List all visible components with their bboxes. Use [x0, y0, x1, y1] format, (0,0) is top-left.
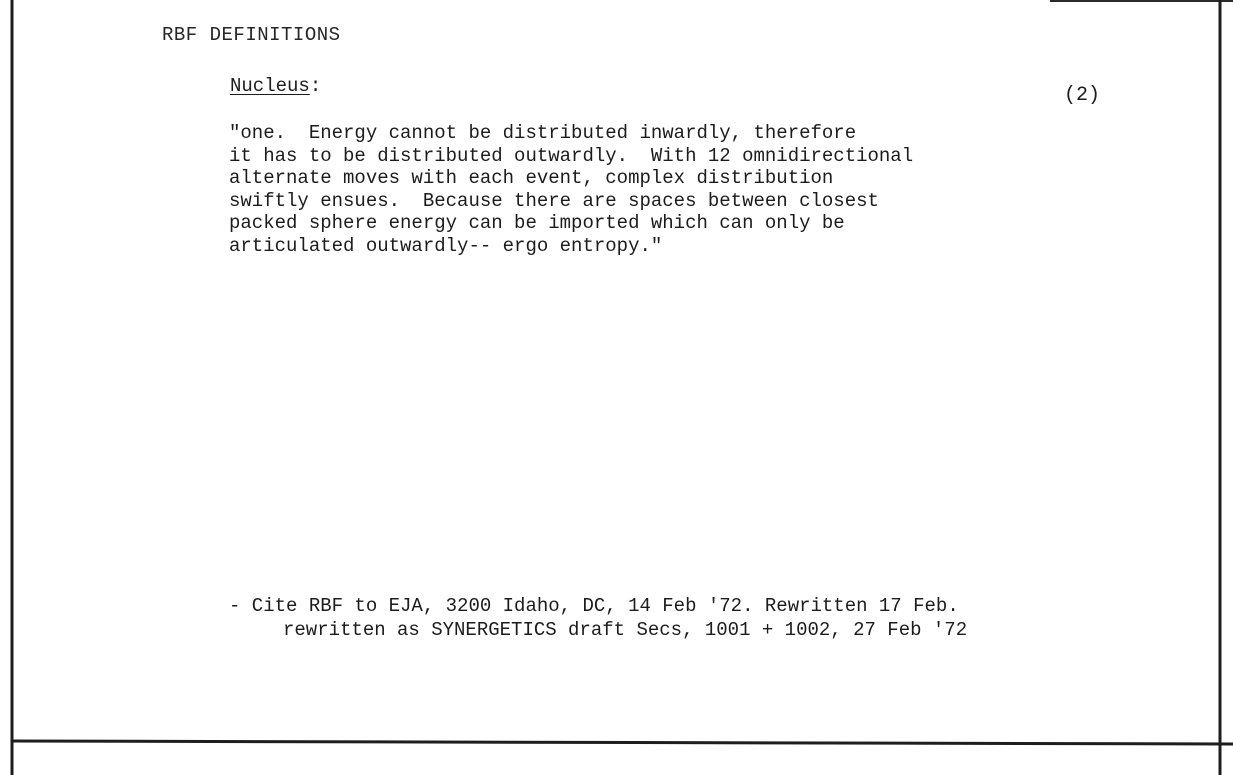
- quote-line: packed sphere energy can be imported which can only be: [229, 212, 845, 234]
- citation-line: - Cite RBF to EJA, 3200 Idaho, DC, 14 Feb '72. Rewritten 17 Feb.: [229, 595, 959, 617]
- term-word: Nucleus: [230, 75, 310, 97]
- page-number: (2): [1064, 84, 1101, 107]
- card-header: RBF DEFINITIONS: [162, 24, 341, 46]
- quote-line: it has to be distributed outwardly. With 12 omnidirectional: [229, 144, 914, 167]
- quote-line: swiftly ensues. Because there are spaces between closest: [229, 189, 879, 212]
- term-colon: :: [309, 75, 322, 97]
- term-heading: [230, 75, 321, 97]
- definition-quote: [229, 122, 1129, 257]
- quote-line: alternate moves with each event, complex distribution: [229, 167, 834, 189]
- quote-line: "one. Energy cannot be distributed inwardly, therefore: [229, 122, 857, 144]
- citation-line: rewritten as SYNERGETICS draft Secs, 1001 + 1002, 27 Feb '72: [283, 619, 968, 641]
- citation: [229, 594, 967, 642]
- quote-line: articulated outwardly-- ergo entropy.": [229, 234, 663, 257]
